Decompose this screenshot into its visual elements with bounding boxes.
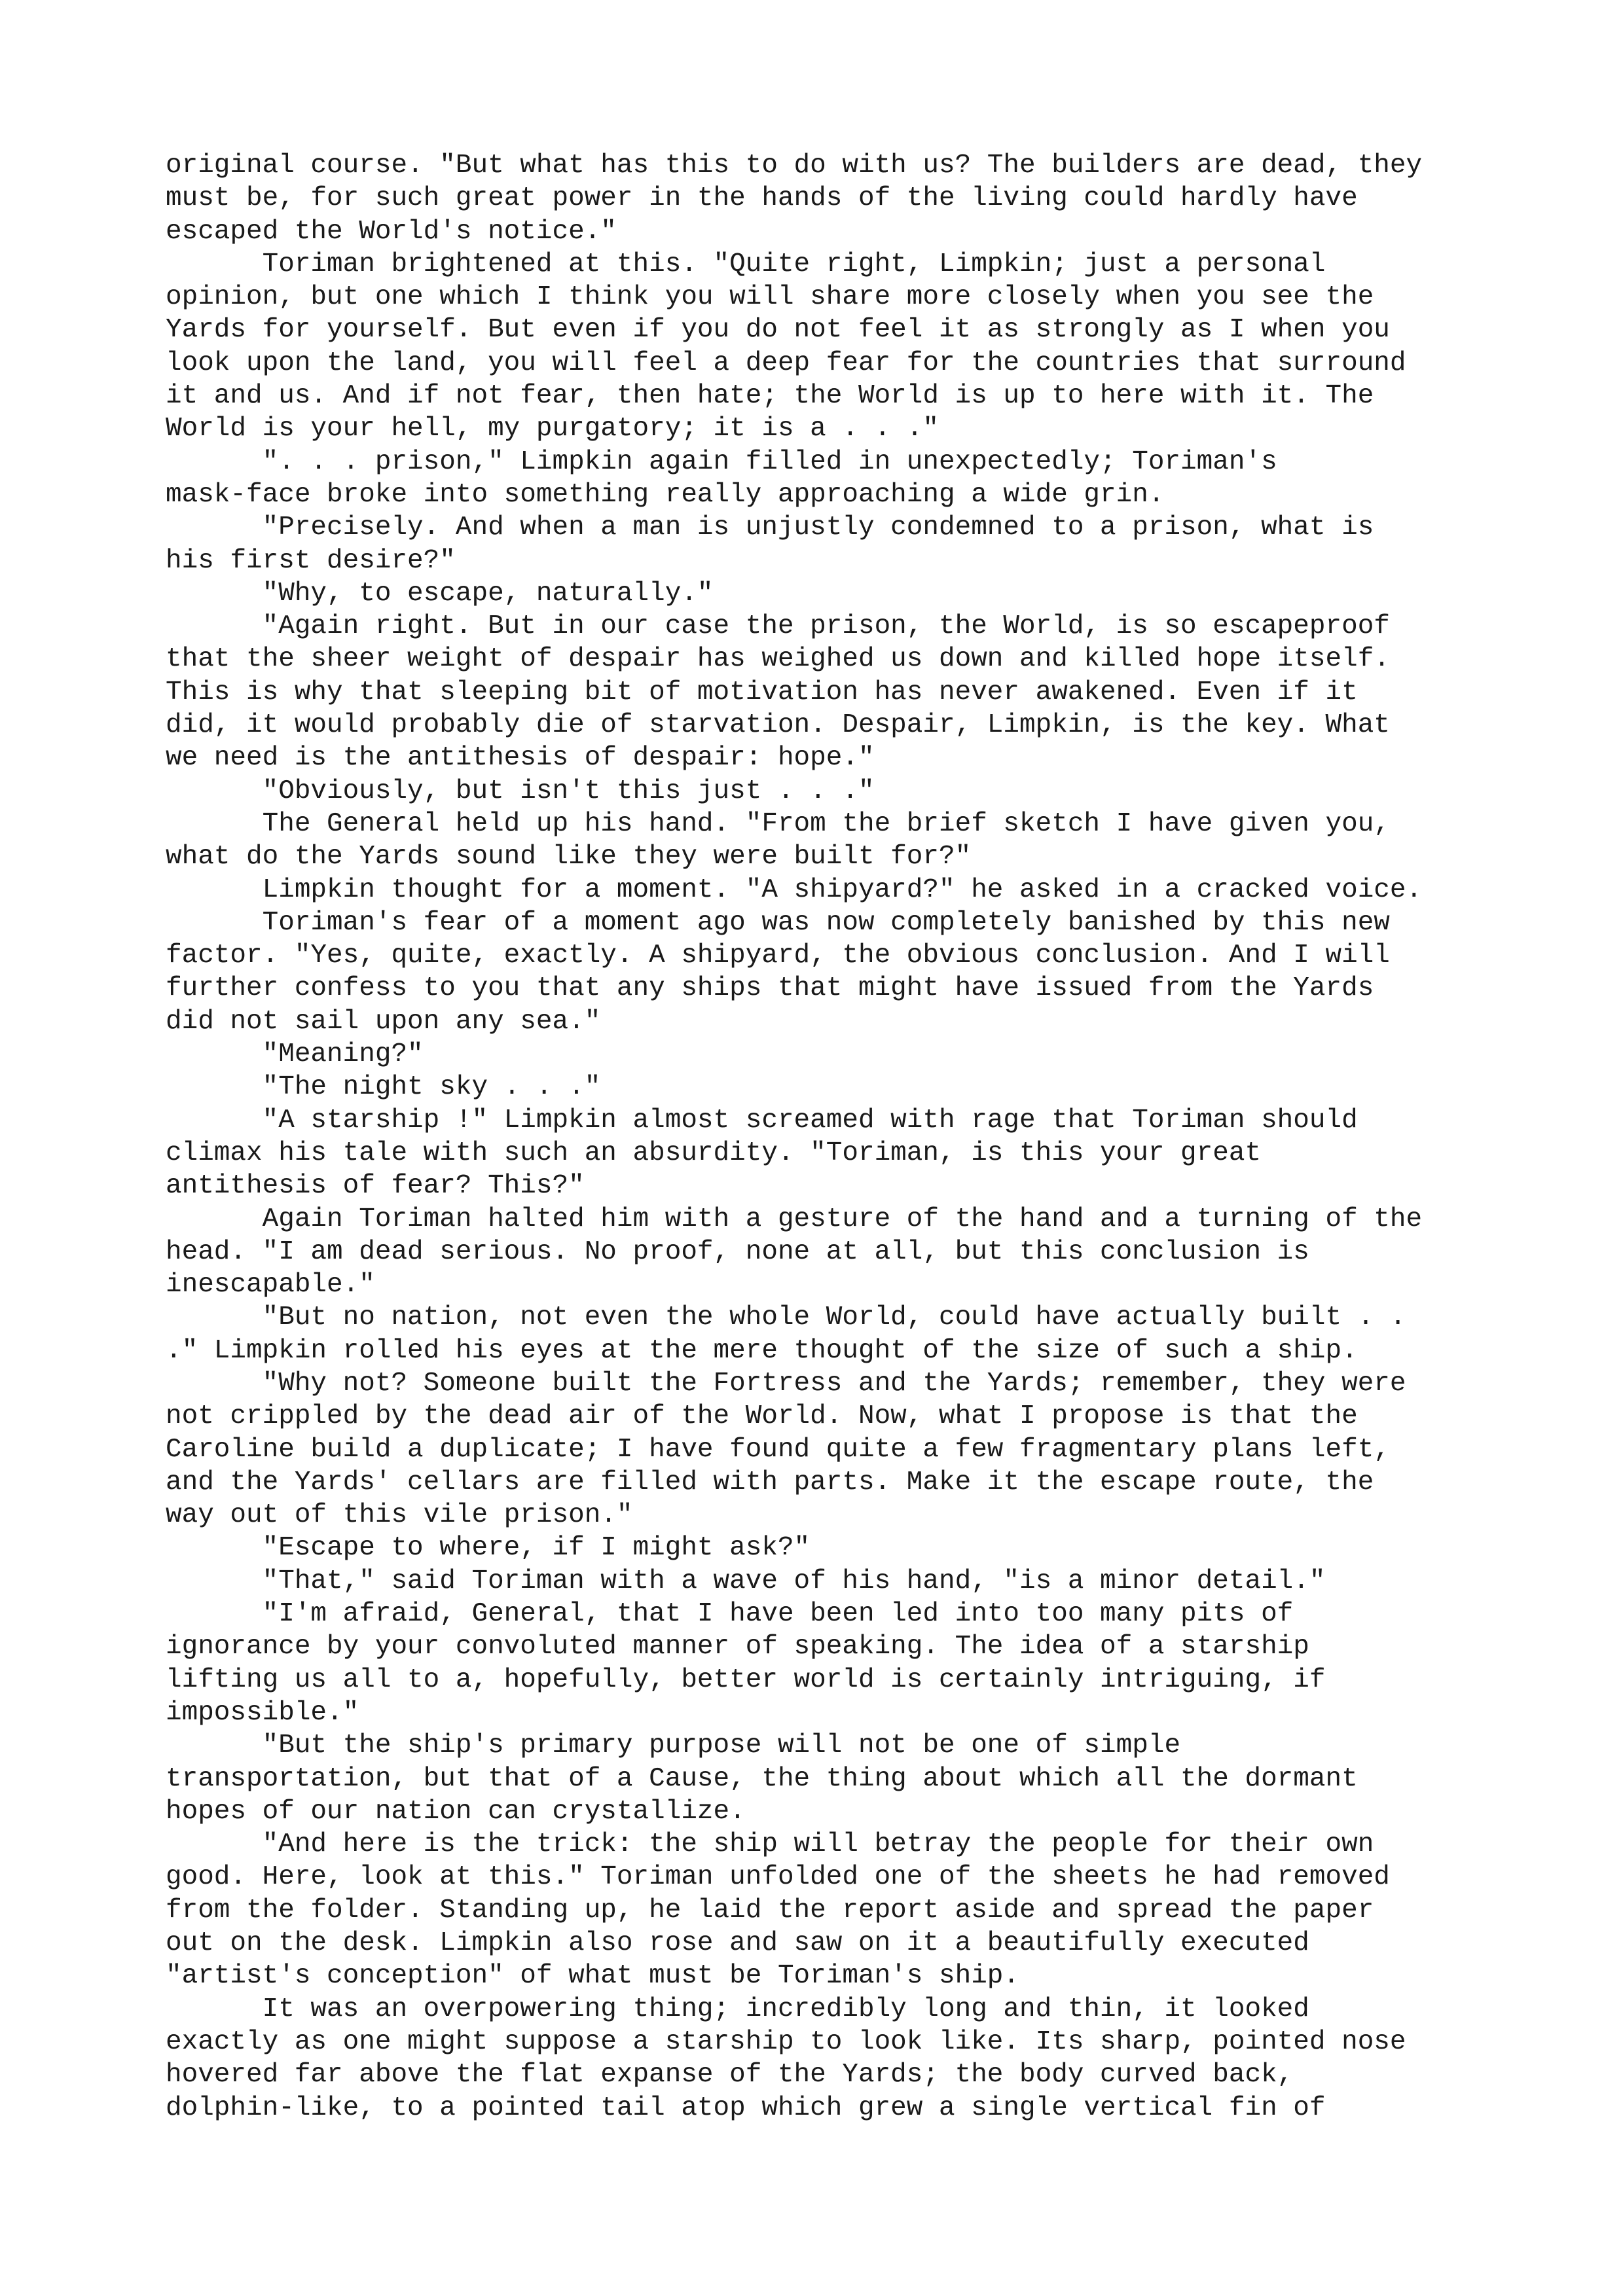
paragraph: "Meaning?" bbox=[166, 1039, 424, 1070]
paragraph: original course. "But what has this to do with us? The builders are dead, they must be, for such great power in the hands of the living could hardly have escaped the World's notice." bbox=[166, 151, 1423, 247]
paragraph: "I'm afraid, General, that I have been led into too many pits of ignorance by your convoluted manner of speaking. The idea of a starship lifting us all to a, hopefully, better world is certainly intriguing, if impossible." bbox=[166, 1599, 1326, 1728]
paragraph: "That," said Toriman with a wave of his hand, "is a minor detail." bbox=[166, 1566, 1326, 1596]
paragraph: "Why not? Someone built the Fortress and the Yards; remember, they were not crippled by the dead air of the World. Now, what I propose is that the Caroline build a duplicate; I have found quite a few fragmentary plans left, and the Yards' cellars are filled with parts. Make it the escape route, the way out of this vile prison." bbox=[166, 1368, 1406, 1531]
paragraph: "But the ship's primary purpose will not be one of simple transportation, but that of a Cause, the thing about which all the dormant hopes of our nation can crystallize. bbox=[166, 1731, 1358, 1827]
paragraph: The General held up his hand. "From the brief sketch I have given you, what do the Yards sound like they were built for?" bbox=[166, 808, 1390, 872]
paragraph: "And here is the trick: the ship will betray the people for their own good. Here, look at this." Toriman unfolded one of the sheets he had removed from the folder. Standing up, he laid the report aside and spread the paper out on the desk. Limpkin also rose and saw on it a beautifully executed "artist's conception" of what must be Toriman's ship. bbox=[166, 1829, 1390, 1992]
paragraph: Again Toriman halted him with a gesture of the hand and a turning of the head. "I am dead serious. No proof, none at all, but this conclusion is inescapable." bbox=[166, 1204, 1423, 1300]
paragraph: Toriman's fear of a moment ago was now completely banished by this new factor. "Yes, quite, exactly. A shipyard, the obvious conclusion. And I will further confess to you that any ships that might have issued from the Yards did not sail upon any sea." bbox=[166, 907, 1390, 1037]
paragraph: ". . . prison," Limpkin again filled in unexpectedly; Toriman's mask-face broke into something really approaching a wide grin. bbox=[166, 446, 1277, 510]
paragraph: "But no nation, not even the whole World, could have actually built . . ." Limpkin rolled his eyes at the mere thought of the size of such a ship. bbox=[166, 1302, 1406, 1366]
paragraph: It was an overpowering thing; incredibly long and thin, it looked exactly as one might suppose a starship to look like. Its sharp, pointed nose hovered far above the flat expanse of the Yards; the body curved back, dolphin-like, to a pointed tail atop which grew a single vertical fin of bbox=[166, 1994, 1406, 2123]
paragraph: "Why, to escape, naturally." bbox=[166, 578, 714, 609]
document-page bbox=[166, 149, 1475, 2125]
paragraph: Toriman brightened at this. "Quite right, Limpkin; just a personal opinion, but one which I think you will share more closely when you see the Yards for yourself. But even if you do not feel it as strongly as I when you look upon the land, you will feel a deep fear for the countries that surround it and us. And if not fear, then hate; the World is up to here with it. The World is your hell, my purgatory; it is a . . ." bbox=[166, 249, 1406, 444]
paragraph: "A starship !" Limpkin almost screamed with rage that Toriman should climax his tale with such an absurdity. "Toriman, is this your great antithesis of fear? This?" bbox=[166, 1105, 1358, 1202]
paragraph: "Escape to where, if I might ask?" bbox=[166, 1533, 811, 1564]
paragraph: "The night sky . . ." bbox=[166, 1072, 601, 1103]
paragraph: "Precisely. And when a man is unjustly condemned to a prison, what is his first desire?" bbox=[166, 512, 1374, 576]
paragraph: "Obviously, but isn't this just . . ." bbox=[166, 776, 875, 806]
paragraph: Limpkin thought for a moment. "A shipyard?" he asked in a cracked voice. bbox=[166, 874, 1423, 905]
paragraph: "Again right. But in our case the prison, the World, is so escapeproof that the sheer weight of despair has weighed us down and killed hope itself. This is why that sleeping bit of motivation has never awakened. Even if it did, it would probably die of starvation. Despair, Limpkin, is the key. What we need is the antithesis of despair: hope." bbox=[166, 611, 1390, 774]
